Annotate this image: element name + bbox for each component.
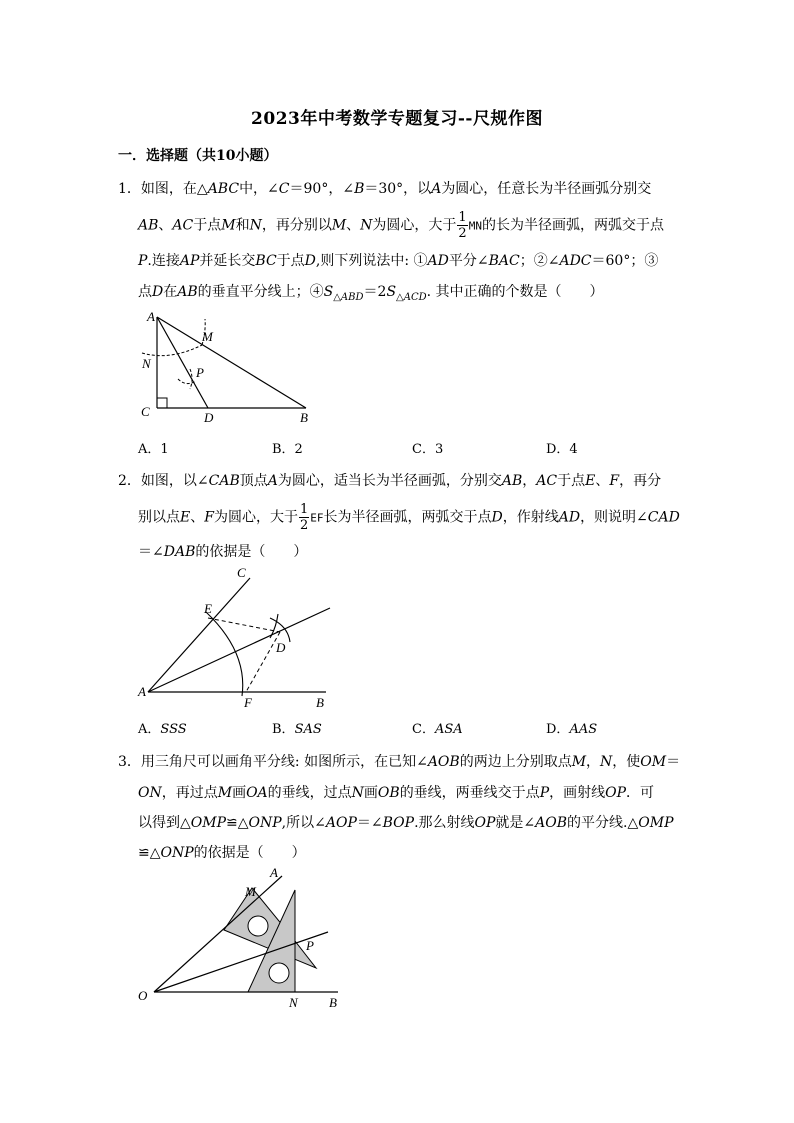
page-title: 2023年中考数学专题复习--尺规作图 [251,109,543,129]
q1-label-A: A [147,309,155,324]
q3-line-4: ≌△ONP的依据是（ ） [138,845,306,861]
q1-line-1: 1．如图，在△ABC中，∠C＝90°，∠B＝30°，以A为圆心，任意长为半径画弧分别交 [118,181,652,197]
q2-label-D: D [276,640,286,655]
q2-line-1: 2．如图，以∠CAB顶点A为圆心，适当长为半径画弧，分别交AB，AC于点E、F，再分 [118,473,662,489]
q3-label-P: P [306,938,314,953]
q2-label-E: E [204,601,212,616]
q3-label-A: A [270,865,278,880]
q3-line-3: 以得到△OMP≌△ONP,所以∠AOP＝∠BOP.那么射线OP就是∠AOB的平分线.△OMP [138,815,674,831]
fraction-half: $\frac{1}{2}$ [299,502,309,533]
q2-label-A: A [138,684,146,699]
q1-line-2: AB、AC于点M和N，再分别以M、N为圆心，大于 $\frac{1}{2}$ MN的长为半径画弧，两弧交于点 [138,210,664,241]
q3-label-B: B [329,995,337,1010]
q3-label-N: N [289,995,298,1010]
q1-option-b: B．2 [272,442,303,457]
q2-label-B: B [316,695,324,710]
q3-line-1: 3．用三角尺可以画角平分线: 如图所示，在已知∠AOB的两边上分别取点M，N，使OM＝ [118,754,681,770]
q1-label-P: P [196,365,204,380]
q2-line-2: 别以点E、F为圆心，大于 $\frac{1}{2}$ EF长为半径画弧，两弧交于点D，作射线AD，则说明∠CAD [138,502,680,533]
q2-label-C: C [237,565,246,580]
q1-line-4: 点D在AB的垂直平分线上；$④S_{\triangle ABD}=2S_{\triangle ACD}$. 其中正确的个数是（ ） [138,284,604,303]
q3-figure [130,862,350,1012]
q2-line-3: ＝∠DAB的依据是（ ） [138,544,308,560]
q1-figure [130,305,330,430]
section-heading: 一．选择题（共10小题） [118,148,278,164]
q1-option-a: A．1 [138,442,169,457]
q1-label-M: M [202,329,213,344]
q2-label-F: F [244,695,252,710]
fraction-half: $\frac{1}{2}$ [458,210,467,241]
q1-line-3: P.连接AP并延长交BC于点D,则下列说法中: ①AD平分∠BAC；②∠ADC＝60°；③ [138,253,659,269]
q2-option-d: D．AAS [546,722,598,737]
q2-figure [130,562,340,712]
q1-label-B: B [300,410,308,425]
q1-option-c: C．3 [412,442,444,457]
q1-label-C: C [141,404,150,419]
q3-label-O: O [138,988,148,1003]
q2-option-c: C．ASA [412,722,463,737]
q2-option-b: B．SAS [272,722,322,737]
q1-label-N: N [142,356,151,371]
q2-option-a: A．SSS [138,722,187,737]
q1-label-D: D [204,410,214,425]
q3-line-2: ON，再过点M画OA的垂线，过点N画OB的垂线，两垂线交于点P，画射线OP．可 [138,785,655,801]
q3-label-M: M [245,884,256,899]
q1-option-d: D．4 [546,442,578,457]
